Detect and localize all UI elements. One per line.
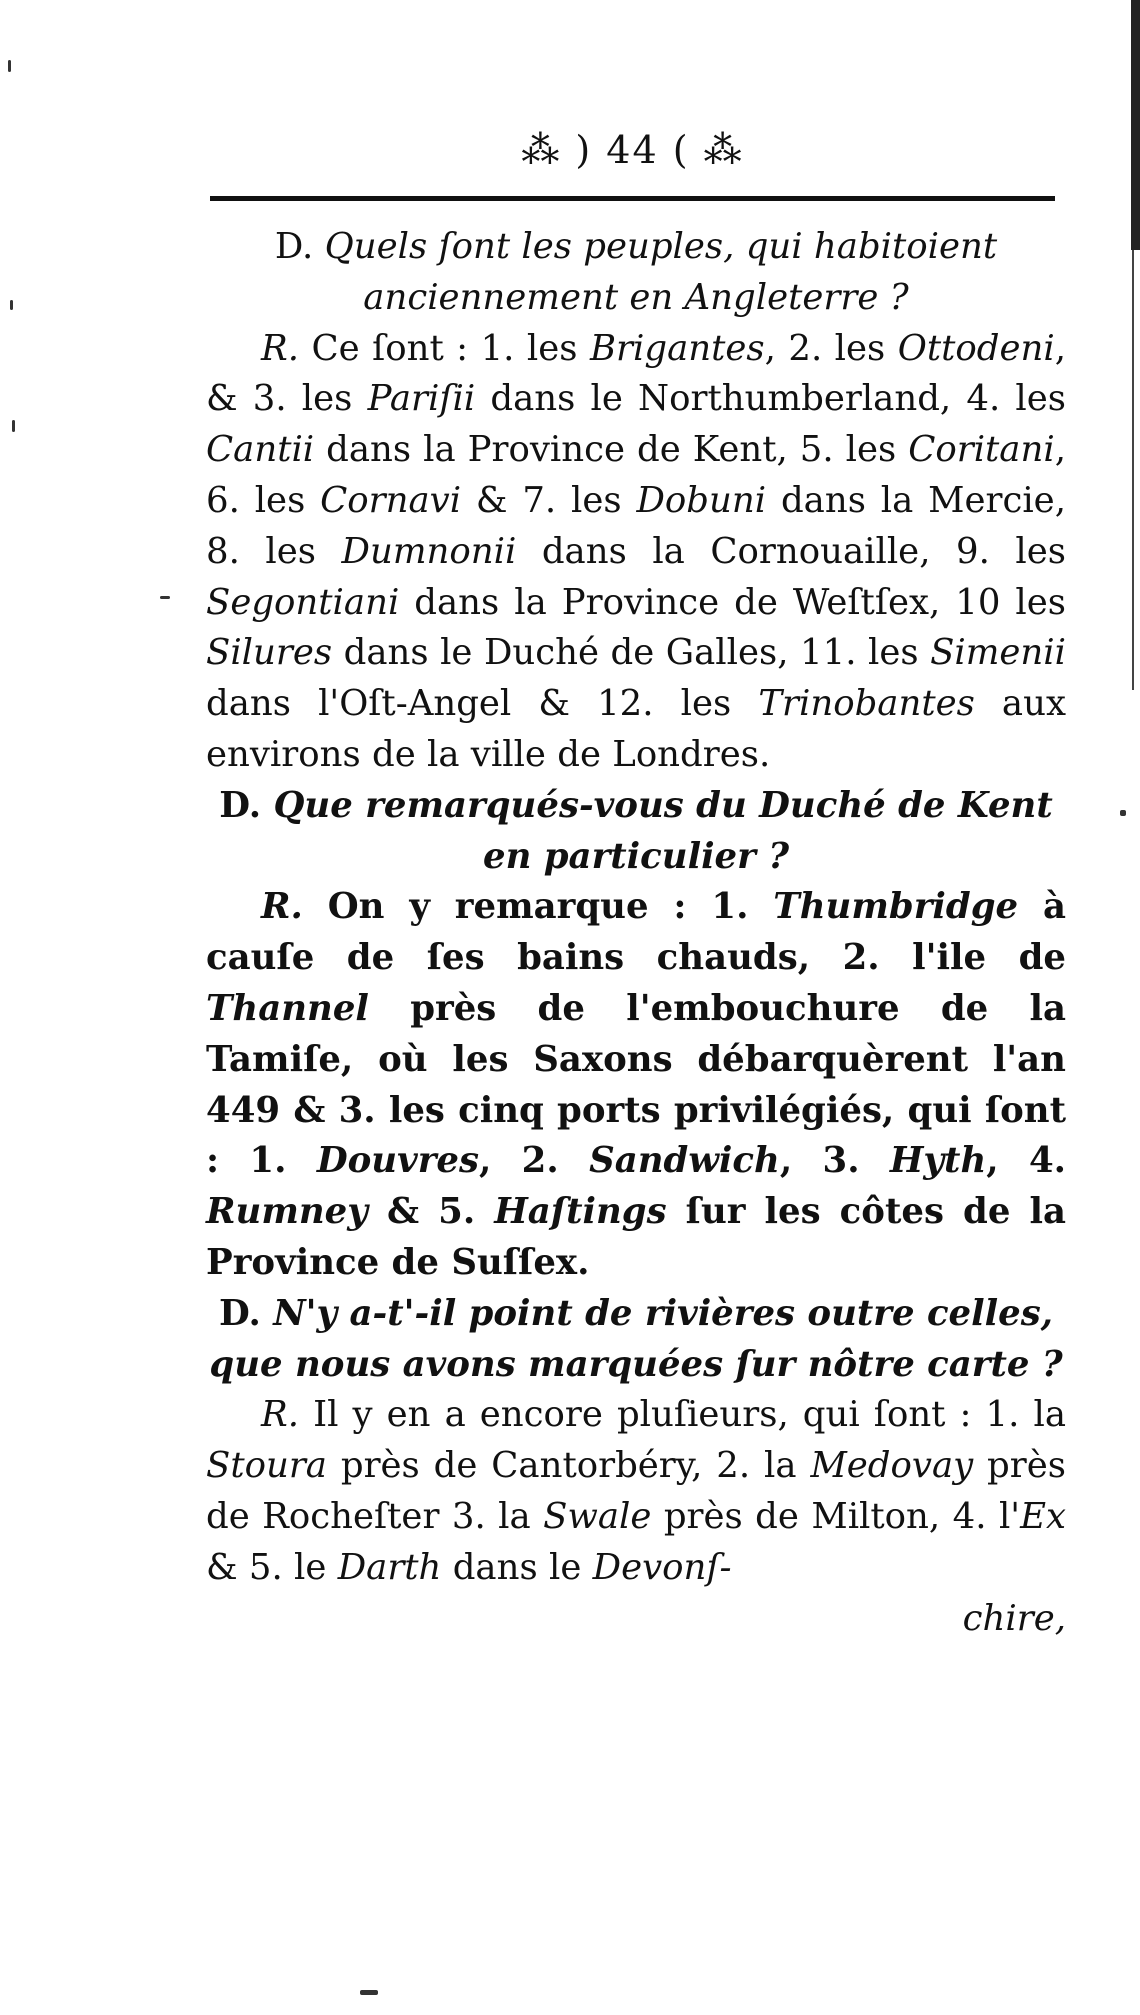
place-name: Thannel — [206, 987, 369, 1029]
people-name: Coritani — [908, 429, 1055, 471]
question-1 — [206, 222, 1066, 324]
answer-text: , 2. les — [764, 327, 898, 369]
people-name: Trinobantes — [758, 683, 975, 725]
answer-text: dans la Mercie, 8. les — [206, 479, 1066, 572]
people-name: Silures — [206, 632, 333, 674]
answer-text: , 2. — [479, 1140, 590, 1182]
answer-text: près de Milton, 4. l' — [651, 1495, 1021, 1537]
river-name: Stoura — [206, 1445, 327, 1487]
margin-speck — [1120, 810, 1126, 816]
answer-text: & 7. les — [461, 479, 637, 521]
page-header: ⁂ ) 44 ( ⁂ — [521, 128, 744, 172]
answer-text: , 3. — [779, 1140, 890, 1182]
answer-text: aux environs de la ville de Londres. — [206, 683, 1066, 775]
margin-speck — [12, 420, 15, 432]
page-edge-shadow — [1131, 0, 1140, 250]
margin-speck — [160, 596, 170, 599]
answer-text: Il y en a encore pluſieurs, qui ſont : 1. la — [313, 1394, 1066, 1436]
answer-text: près de Rocheſter 3. la — [206, 1445, 1066, 1537]
people-name: Pariſii — [367, 378, 476, 420]
margin-speck — [10, 300, 13, 310]
answer-text: à cauſe de ſes bains chauds, 2. l'ile de — [206, 886, 1066, 979]
answer-text: dans la Cornouaille, 9. les — [516, 530, 1066, 572]
answer-1 — [206, 324, 1066, 781]
place-name: Hyth — [889, 1140, 987, 1182]
answer-text: près de l'embouchure de la Tamiſe, où les Saxons débarquèrent l'an 449 & 3. les cinq ports privilégiés, qui ſont : 1. — [206, 987, 1066, 1182]
river-name: Darth — [337, 1546, 442, 1588]
people-name: Simenii — [930, 632, 1066, 674]
answer-text: près de Cantorbéry, 2. la — [326, 1445, 811, 1487]
place-name: Haſtings — [494, 1191, 667, 1233]
answer-text: , 6. les — [206, 429, 1066, 521]
question-2 — [206, 781, 1066, 883]
answer-text: dans le — [441, 1546, 593, 1588]
answer-text: , & 3. les — [206, 327, 1066, 420]
answer-text: Ce ſont : 1. les — [311, 327, 590, 369]
answer-label: R. — [261, 327, 300, 369]
answer-text: dans le Northumberland, 4. les — [475, 378, 1066, 420]
place-name: Thumbridge — [773, 886, 1019, 928]
question-text: Que remarqués-vous du Duché de Kent en particulier ? — [273, 784, 1053, 877]
answer-text: dans la Province de Weſtſex, 10 les — [399, 581, 1066, 623]
header-rule — [210, 196, 1055, 201]
last-word: chire, — [962, 1597, 1066, 1639]
question-label: D. — [219, 784, 262, 826]
place-name: Sandwich — [589, 1140, 780, 1182]
place-name: Devonſ- — [592, 1546, 732, 1588]
question-label: D. — [218, 1292, 261, 1334]
people-name: Brigantes — [589, 327, 765, 369]
answer-label: R. — [261, 1394, 300, 1436]
answer-text: dans la Province de Kent, 5. les — [314, 429, 909, 471]
page-edge-line — [1132, 250, 1134, 690]
people-name: Ottodeni — [897, 327, 1055, 369]
answer-text: On y remarque : 1. — [327, 886, 774, 928]
people-name: Cantii — [206, 429, 315, 471]
margin-speck — [360, 1990, 378, 1995]
river-name: Ex — [1020, 1495, 1066, 1537]
answer-2 — [206, 882, 1066, 1288]
place-name: Rumney — [206, 1191, 368, 1233]
question-text: N'y a-t'-il point de rivières outre celles, que nous avons marquées ſur nôtre carte ? — [209, 1292, 1063, 1385]
question-3 — [206, 1289, 1066, 1391]
answer-text: , 4. — [986, 1140, 1067, 1182]
place-name: Douvres — [316, 1140, 479, 1182]
river-name: Medovay — [810, 1445, 974, 1487]
answer-3 — [206, 1390, 1066, 1593]
answer-text: ſur les côtes de la Province de Suſſex. — [206, 1191, 1066, 1283]
page-text — [206, 222, 1066, 1644]
answer-text: & 5. le — [206, 1546, 338, 1588]
answer-label: R. — [261, 886, 303, 928]
question-text: Quels ſont les peuples, qui habitoient anciennement en Angleterre ? — [324, 226, 998, 318]
river-name: Swale — [543, 1495, 652, 1537]
people-name: Dumnonii — [341, 530, 517, 572]
answer-text: & 5. — [367, 1191, 495, 1233]
people-name: Cornavi — [320, 479, 462, 521]
answer-text: dans le Duché de Galles, 11. les — [332, 632, 931, 674]
people-name: Segontiani — [206, 581, 400, 623]
answer-text: dans l'Oſt-Angel & 12. les — [206, 683, 759, 725]
margin-speck — [8, 60, 11, 72]
question-label: D. — [274, 226, 314, 267]
people-name: Dobuni — [636, 479, 767, 521]
